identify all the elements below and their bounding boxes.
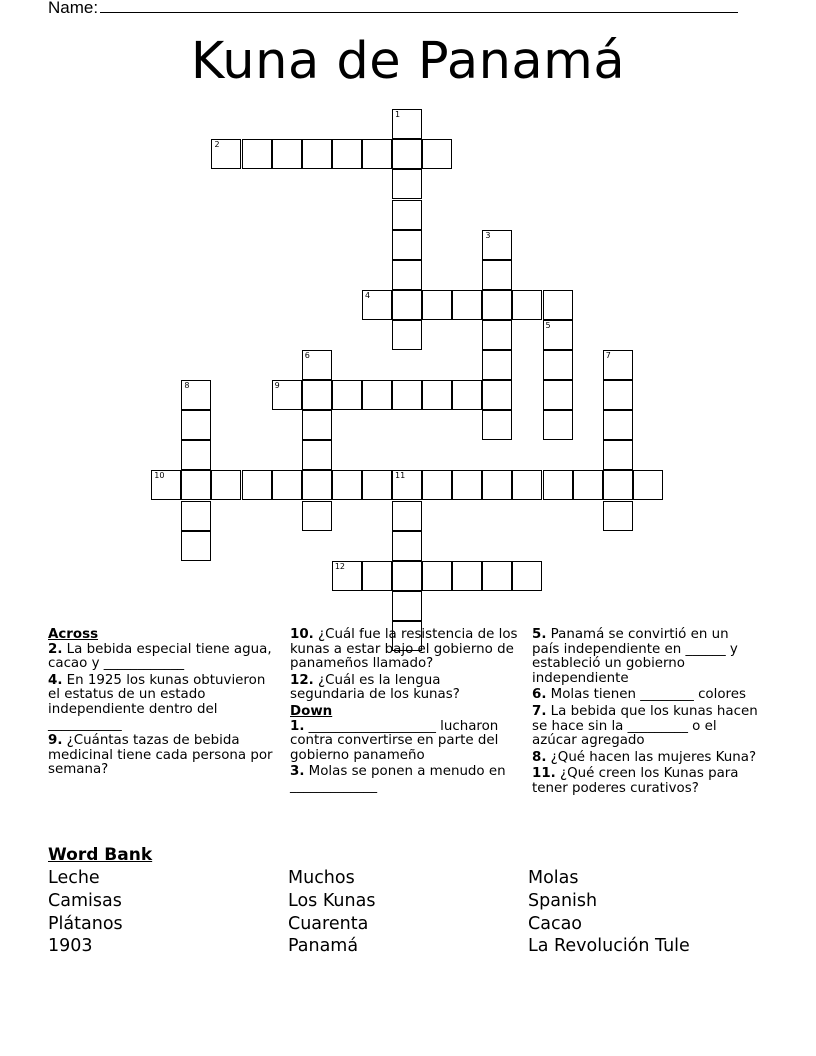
crossword-cell[interactable] — [543, 470, 573, 500]
clue-down-5: 5. Panamá se convirtió en un país independiente en ______ y estableció un gobierno independiente — [532, 627, 738, 686]
page-title: Kuna de Panamá — [190, 32, 626, 91]
clue-down-3: 3. Molas se ponen a menudo en _____________ — [290, 764, 506, 794]
crossword-cell[interactable] — [392, 320, 422, 350]
crossword-cell[interactable] — [302, 380, 332, 410]
crossword-cell[interactable] — [181, 410, 211, 440]
crossword-cell[interactable] — [362, 380, 392, 410]
crossword-cell[interactable] — [482, 320, 512, 350]
crossword-cell[interactable] — [452, 380, 482, 410]
crossword-cell[interactable] — [272, 470, 302, 500]
crossword-cell[interactable] — [482, 380, 512, 410]
crossword-cell[interactable] — [392, 591, 422, 621]
crossword-cell[interactable] — [392, 380, 422, 410]
crossword-cell[interactable] — [392, 200, 422, 230]
clue-across-12: 12. ¿Cuál es la lengua segundaria de los kunas? — [290, 672, 460, 703]
clue-number: 3 — [485, 230, 491, 240]
crossword-cell[interactable] — [422, 290, 452, 320]
word-bank-item: La Revolución Tule — [528, 936, 690, 957]
name-underline[interactable] — [100, 0, 738, 13]
crossword-cell[interactable] — [211, 470, 241, 500]
crossword-cell[interactable] — [302, 350, 332, 380]
clue-across-2: 2. La bebida especial tiene agua, cacao y ____________ — [48, 641, 272, 672]
crossword-cell[interactable] — [543, 380, 573, 410]
clue-down-8: 8. ¿Qué hacen las mujeres Kuna? — [532, 749, 757, 765]
crossword-cell[interactable] — [362, 470, 392, 500]
clue-across-9: 9. ¿Cuántas tazas de bebida medicinal tiene cada persona por semana? — [48, 733, 273, 778]
crossword-cell[interactable] — [392, 290, 422, 320]
crossword-cell[interactable] — [482, 470, 512, 500]
crossword-cell[interactable] — [482, 230, 512, 260]
word-bank-item: Leche — [48, 868, 100, 888]
crossword-cell[interactable] — [482, 350, 512, 380]
clues-column-2 — [290, 628, 518, 797]
crossword-cell[interactable] — [242, 139, 272, 169]
crossword-cell[interactable] — [392, 260, 422, 290]
crossword-cell[interactable] — [302, 440, 332, 470]
word-bank-item: Camisas — [48, 890, 122, 911]
crossword-cell[interactable] — [633, 470, 663, 500]
clue-number: 1 — [395, 110, 401, 120]
word-bank-column-1 — [48, 867, 123, 958]
crossword-cell[interactable] — [512, 470, 542, 500]
clue-number: 7 — [605, 351, 611, 361]
clue-number: 8 — [184, 381, 190, 391]
crossword-cell[interactable] — [392, 139, 422, 169]
word-bank-item: Plátanos — [48, 913, 123, 934]
crossword-cell[interactable] — [181, 531, 211, 561]
clue-across-10: 10. ¿Cuál fue la resistencia de los kunas a estar bajo el gobierno de panameños llamado? — [290, 627, 518, 672]
crossword-cell[interactable] — [392, 561, 422, 591]
crossword-cell[interactable] — [332, 380, 362, 410]
clue-number: 10 — [154, 471, 165, 481]
crossword-cell[interactable] — [482, 561, 512, 591]
crossword-cell[interactable] — [543, 350, 573, 380]
clue-down-7: 7. La bebida que los kunas hacen se hace sin la _________ o el azúcar agregado — [532, 703, 758, 749]
crossword-cell[interactable] — [362, 290, 392, 320]
word-bank-item: 1903 — [48, 936, 93, 957]
crossword-cell[interactable] — [362, 139, 392, 169]
crossword-cell[interactable] — [272, 380, 302, 410]
crossword-cell[interactable] — [272, 139, 302, 169]
crossword-cell[interactable] — [302, 470, 332, 500]
word-bank-item: Muchos — [288, 868, 355, 888]
crossword-cell[interactable] — [543, 320, 573, 350]
crossword-cell[interactable] — [452, 290, 482, 320]
word-bank-column-2 — [288, 867, 375, 958]
word-bank-item: Spanish — [528, 890, 598, 911]
crossword-cell[interactable] — [181, 470, 211, 500]
crossword-cell[interactable] — [603, 350, 633, 380]
crossword-cell[interactable] — [151, 470, 181, 500]
clue-number: 12 — [334, 561, 346, 571]
clue-down-6: 6. Molas tienen ________ colores — [532, 687, 746, 703]
word-bank-item: Cacao — [528, 913, 582, 934]
clue-down-1: 1. ___________________ lucharon contra convertirse en parte del gobierno panameño — [290, 718, 499, 763]
clue-number: 9 — [274, 381, 280, 391]
clue-number: 11 — [395, 471, 406, 481]
clue-number: 2 — [214, 140, 220, 150]
crossword-cell[interactable] — [181, 501, 211, 531]
crossword-cell[interactable] — [422, 561, 452, 591]
crossword-cell[interactable] — [512, 290, 542, 320]
clues-column-1 — [48, 628, 276, 780]
crossword-cell[interactable] — [211, 139, 241, 169]
clue-down-11: 11. ¿Qué creen los Kunas para tener poderes curativos? — [532, 766, 739, 796]
word-bank-item: Los Kunas — [288, 890, 376, 911]
crossword-cell[interactable] — [422, 380, 452, 410]
crossword-cell[interactable] — [392, 109, 422, 139]
crossword-cell[interactable] — [482, 290, 512, 320]
name-field[interactable] — [48, 0, 738, 18]
word-bank-heading: Word Bank — [48, 845, 153, 865]
crossword-cell[interactable] — [452, 561, 482, 591]
clue-across-4: 4. En 1925 los kunas obtuvieron el estatus de un estado independiente dentro del ___________ — [48, 672, 266, 732]
crossword-cell[interactable] — [242, 470, 272, 500]
crossword-cell[interactable] — [603, 440, 633, 470]
crossword-cell[interactable] — [392, 169, 422, 199]
crossword-cell[interactable] — [422, 470, 452, 500]
crossword-cell[interactable] — [302, 139, 332, 169]
crossword-cell[interactable] — [392, 230, 422, 260]
crossword-cell[interactable] — [392, 501, 422, 531]
crossword-cell[interactable] — [603, 501, 633, 531]
crossword-cell[interactable] — [603, 470, 633, 500]
crossword-cell[interactable] — [181, 380, 211, 410]
crossword-cell[interactable] — [181, 440, 211, 470]
across-heading: Across — [48, 627, 99, 642]
crossword-cell[interactable] — [392, 470, 422, 500]
crossword-cell[interactable] — [332, 561, 362, 591]
name-label: Name: — [48, 0, 99, 17]
crossword-cell[interactable] — [603, 380, 633, 410]
crossword-cell[interactable] — [452, 470, 482, 500]
crossword-cell[interactable] — [332, 139, 362, 169]
crossword-cell[interactable] — [302, 410, 332, 440]
crossword-cell[interactable] — [362, 561, 392, 591]
crossword-cell[interactable] — [482, 260, 512, 290]
clues-column-3 — [532, 628, 760, 799]
down-heading: Down — [290, 703, 333, 719]
clue-number: 5 — [545, 320, 551, 330]
crossword-cell[interactable] — [573, 470, 603, 500]
word-bank-item: Panamá — [288, 936, 359, 957]
crossword-cell[interactable] — [302, 501, 332, 531]
word-bank-item: Molas — [528, 868, 579, 888]
crossword-cell[interactable] — [422, 139, 452, 169]
word-bank-item: Cuarenta — [288, 913, 369, 934]
clue-number: 6 — [304, 351, 310, 361]
crossword-cell[interactable] — [332, 470, 362, 500]
crossword-cell[interactable] — [543, 290, 573, 320]
crossword-cell[interactable] — [482, 410, 512, 440]
crossword-cell[interactable] — [512, 561, 542, 591]
word-bank-column-3 — [528, 867, 690, 958]
crossword-cell[interactable] — [603, 410, 633, 440]
clue-number: 4 — [364, 290, 371, 300]
crossword-cell[interactable] — [392, 531, 422, 561]
crossword-cell[interactable] — [543, 410, 573, 440]
